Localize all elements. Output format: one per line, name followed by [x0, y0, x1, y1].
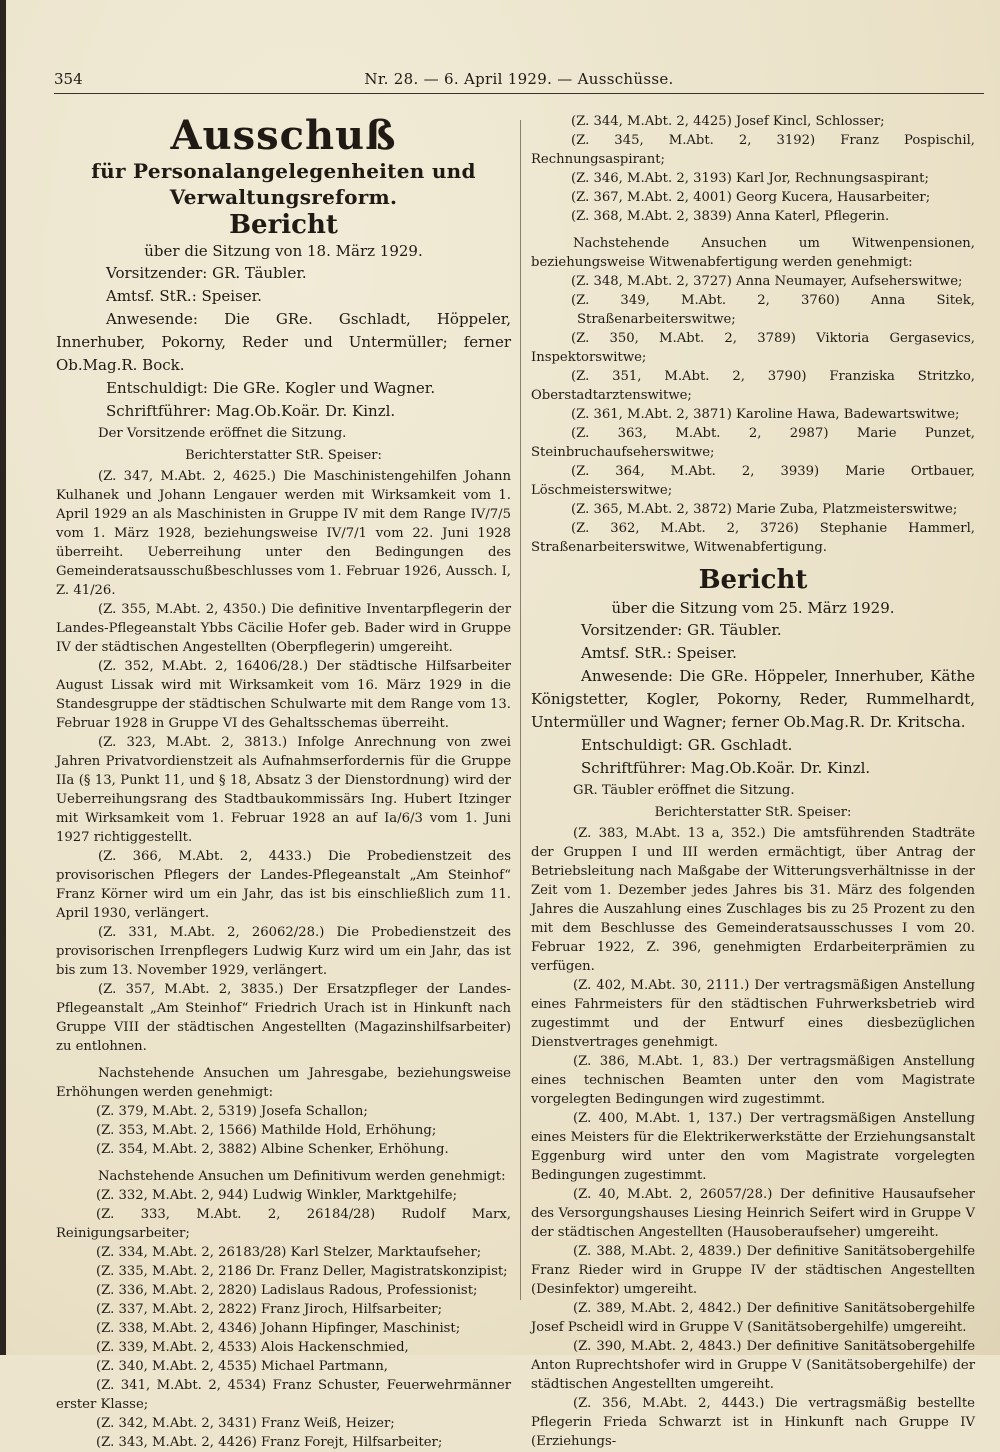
list-item: (Z. 379, M.Abt. 2, 5319) Josefa Schallon; — [96, 1104, 368, 1119]
resolution-paragraph: (Z. 388, M.Abt. 2, 4839.) Der definitive Sanitätsobergehilfe Franz Rieder wird in Gruppe IV der städtischen Angestellten (Desinfektor) umgereiht. — [531, 1244, 975, 1297]
resolution-paragraph: (Z. 347, M.Abt. 2, 4625.) Die Maschinistengehilfen Johann Kulhanek und Johann Lengauer werden mit Wirksamkeit vom 1. April 1929 an als Maschinisten in Gruppe IV mit dem Range IV/7/5 vom 1. März 1928, beziehungsweise IV/7/1 vom 22. Juni 1928 überreiht. Ueberreihung unter den Bedingungen des Gemeinderatsausschußbeschlusses vom 1. Februar 1926, Aussch. I, Z. 41/26. — [56, 469, 511, 598]
header-rule — [54, 93, 984, 94]
excused: Entschuldigt: Die GRe. Kogler und Wagner. — [106, 379, 436, 397]
list-item: (Z. 365, M.Abt. 2, 3872) Marie Zuba, Platzmeisterswitwe; — [571, 502, 958, 517]
reporter-line-2: Berichterstatter StR. Speiser: — [654, 805, 852, 820]
list-item: (Z. 337, M.Abt. 2, 2822) Franz Jiroch, Hilfsarbeiter; — [96, 1302, 443, 1317]
resolution-paragraph: (Z. 355, M.Abt. 2, 4350.) Die definitive Inventarpflegerin der Landes-Pflegeanstalt Ybbs Cäcilie Hofer geb. Bader wird in Gruppe IV der städtischen Angestellten (Oberpflegerin) umgereiht. — [56, 602, 511, 655]
page-header — [54, 68, 984, 92]
list-item: (Z. 338, M.Abt. 2, 4346) Johann Hipfinger, Maschinist; — [96, 1321, 461, 1336]
list-item: (Z. 354, M.Abt. 2, 3882) Albine Schenker, Erhöhung. — [96, 1142, 449, 1157]
attendees-2: Anwesende: Die GRe. Höppeler, Innerhuber, Käthe Königstetter, Kogler, Pokorny, Reder, Rummelhardt, Untermüller und Wagner; ferner Ob.Mag.R. Dr. Kritscha. — [531, 667, 975, 731]
committee-subtitle: für Personalangelegenheiten und Verwaltungsreform. — [91, 159, 476, 209]
witwen-intro: Nachstehende Ansuchen um Witwenpensionen, beziehungsweise Witwenabfertigung werden genehmigt: — [531, 236, 975, 270]
resolution-paragraph: (Z. 389, M.Abt. 2, 4842.) Der definitive Sanitätsobergehilfe Josef Pscheidl wird in Gruppe V (Sanitätsobergehilfe) umgereiht. — [531, 1301, 975, 1335]
session-date-2: über die Sitzung vom 25. März 1929. — [611, 599, 895, 617]
left-column — [56, 112, 511, 1452]
list-item: (Z. 363, M.Abt. 2, 2987) Marie Punzet, Steinbruchaufseherswitwe; — [531, 426, 975, 460]
secretary: Schriftführer: Mag.Ob.Koär. Dr. Kinzl. — [106, 402, 396, 420]
list-item: (Z. 332, M.Abt. 2, 944) Ludwig Winkler, Marktgehilfe; — [96, 1188, 458, 1203]
official: Amtsf. StR.: Speiser. — [106, 287, 262, 305]
chairman: Vorsitzender: GR. Täubler. — [106, 264, 307, 282]
resolution-paragraph: (Z. 400, M.Abt. 1, 137.) Der vertragsmäßigen Anstellung eines Meisters für die Elektrikerwerkstätte der Erziehungsanstalt Eggenburg wird unter den vom Magistrate vorgelegten Bedingungen zugestimmt. — [531, 1111, 975, 1183]
list-item: (Z. 342, M.Abt. 2, 3431) Franz Weiß, Heizer; — [96, 1416, 395, 1431]
list-item: (Z. 346, M.Abt. 2, 3193) Karl Jor, Rechnungsaspirant; — [571, 171, 929, 186]
session-date: über die Sitzung von 18. März 1929. — [144, 242, 423, 260]
resolution-paragraph: (Z. 357, M.Abt. 2, 3835.) Der Ersatzpfleger der Landes-Pflegeanstalt „Am Steinhof“ Friedrich Urach ist in Hinkunft nach Gruppe VIII der städtischen Angestellten (Magazinshilfsarbeiter) zu entlohnen. — [56, 982, 511, 1054]
resolution-paragraph: (Z. 323, M.Abt. 2, 3813.) Infolge Anrechnung von zwei Jahren Privatvordienstzeit als Aufnahmserfordernis für die Gruppe IIa (§ 13, Punkt 11, und § 18, Absatz 3 der Dienstordnung) wird der Ueberreihungsrang des Stadtbaukommissärs Ing. Hubert Itzinger mit Wirksamkeit vom 1. Februar 1928 an auf Ia/6/3 vom 1. Juni 1927 richtiggestellt. — [56, 735, 511, 845]
official-2: Amtsf. StR.: Speiser. — [581, 644, 737, 662]
opening-note-2: GR. Täubler eröffnet die Sitzung. — [573, 783, 795, 798]
list-item: (Z. 333, M.Abt. 2, 26184/28) Rudolf Marx, Reinigungsarbeiter; — [56, 1207, 511, 1241]
list-item: (Z. 367, M.Abt. 2, 4001) Georg Kucera, Hausarbeiter; — [571, 190, 931, 205]
list-item: (Z. 336, M.Abt. 2, 2820) Ladislaus Radous, Professionist; — [96, 1283, 478, 1298]
list-item: (Z. 334, M.Abt. 2, 26183/28) Karl Stelzer, Marktaufseher; — [96, 1245, 482, 1260]
jahresgabe-intro: Nachstehende Ansuchen um Jahresgabe, beziehungsweise Erhöhungen werden genehmigt: — [56, 1066, 511, 1100]
running-title: Nr. 28. — 6. April 1929. — Ausschüsse. — [364, 70, 674, 88]
secretary-2: Schriftführer: Mag.Ob.Koär. Dr. Kinzl. — [581, 759, 871, 777]
list-item: (Z. 344, M.Abt. 2, 4425) Josef Kincl, Schlosser; — [571, 114, 885, 129]
committee-title: Ausschuß — [170, 112, 397, 159]
resolution-paragraph: (Z. 390, M.Abt. 2, 4843.) Der definitive Sanitätsobergehilfe Anton Ruprechtshofer wird in Gruppe V (Sanitätsobergehilfe) der städtischen Angestellten umgereiht. — [531, 1339, 975, 1392]
resolution-paragraph: (Z. 352, M.Abt. 2, 16406/28.) Der städtische Hilfsarbeiter August Lissak wird mit Wirksamkeit vom 16. März 1929 in die Standesgruppe der städtischen Schulwarte mit dem Range vom 13. Februar 1928 in Gruppe VI des Gehaltsschemas überreiht. — [56, 659, 511, 731]
list-item: (Z. 345, M.Abt. 2, 3192) Franz Pospischil, Rechnungsaspirant; — [531, 133, 975, 167]
list-item: (Z. 350, M.Abt. 2, 3789) Viktoria Gergasevics, Inspektorswitwe; — [531, 331, 975, 365]
opening-note: Der Vorsitzende eröffnet die Sitzung. — [98, 426, 347, 441]
list-item: (Z. 340, M.Abt. 2, 4535) Michael Partmann, — [96, 1359, 388, 1374]
resolution-paragraph: (Z. 402, M.Abt. 30, 2111.) Der vertragsmäßigen Anstellung eines Fahrmeisters für den städtischen Fuhrwerksbetrieb wird zugestimmt und der Entwurf eines diesbezüglichen Dienstvertrages genehmigt. — [531, 978, 975, 1050]
right-column — [531, 112, 975, 1451]
definitivum-intro: Nachstehende Ansuchen um Definitivum werden genehmigt: — [98, 1169, 506, 1184]
list-item: (Z. 362, M.Abt. 2, 3726) Stephanie Hammerl, Straßenarbeiterswitwe, Witwenabfertigung. — [531, 521, 975, 555]
resolution-paragraph: (Z. 386, M.Abt. 1, 83.) Der vertragsmäßigen Anstellung eines technischen Beamten unter den vom Magistrate vorgelegten Bedingungen wird zugestimmt. — [531, 1054, 975, 1107]
page-number: 354 — [54, 70, 83, 88]
reporter-line: Berichterstatter StR. Speiser: — [185, 448, 382, 463]
list-item: (Z. 368, M.Abt. 2, 3839) Anna Katerl, Pflegerin. — [571, 209, 890, 224]
list-item: (Z. 348, M.Abt. 2, 3727) Anna Neumayer, Aufseherswitwe; — [571, 274, 963, 289]
list-item: (Z. 341, M.Abt. 2, 4534) Franz Schuster, Feuerwehrmänner erster Klasse; — [56, 1378, 511, 1412]
resolution-paragraph: (Z. 356, M.Abt. 2, 4443.) Die vertragsmäßig bestellte Pflegerin Frieda Schwarzt ist in Hinkunft nach Gruppe IV (Erziehungs- — [531, 1396, 975, 1449]
column-divider — [520, 120, 521, 1300]
list-item: (Z. 353, M.Abt. 2, 1566) Mathilde Hold, Erhöhung; — [96, 1123, 437, 1138]
report-heading-2: Bericht — [698, 565, 808, 595]
list-item: (Z. 343, M.Abt. 2, 4426) Franz Forejt, Hilfsarbeiter; — [96, 1435, 443, 1450]
resolution-paragraph: (Z. 40, M.Abt. 2, 26057/28.) Der definitive Hausaufseher des Versorgungshauses Liesing Heinrich Seifert wird in Gruppe V der städtischen Angestellten (Hausoberaufseher) umgereiht. — [531, 1187, 975, 1240]
list-item: (Z. 361, M.Abt. 2, 3871) Karoline Hawa, Badewartswitwe; — [571, 407, 960, 422]
list-item: (Z. 349, M.Abt. 2, 3760) Anna Sitek, Straßenarbeiterswitwe; — [571, 293, 975, 327]
resolution-paragraph: (Z. 331, M.Abt. 2, 26062/28.) Die Probedienstzeit des provisorischen Irrenpflegers Ludwig Kurz wird um ein Jahr, das ist bis zum 13. November 1929, verlängert. — [56, 925, 511, 978]
report-heading: Bericht — [229, 210, 338, 240]
attendees: Anwesende: Die GRe. Gschladt, Höppeler, Innerhuber, Pokorny, Reder und Untermüller; ferner Ob.Mag.R. Bock. — [56, 310, 511, 374]
list-item: (Z. 339, M.Abt. 2, 4533) Alois Hackenschmied, — [96, 1340, 409, 1355]
list-item: (Z. 351, M.Abt. 2, 3790) Franziska Stritzko, Oberstadtarztenswitwe; — [531, 369, 975, 403]
resolution-paragraph: (Z. 366, M.Abt. 2, 4433.) Die Probedienstzeit des provisorischen Pflegers der Landes-Pflegeanstalt „Am Steinhof“ Franz Körner wird um ein Jahr, das ist bis einschließlich zum 11. April 1930, verlängert. — [56, 849, 511, 921]
resolution-paragraph: (Z. 383, M.Abt. 13 a, 352.) Die amtsführenden Stadträte der Gruppen I und III werden ermächtigt, über Antrag der Betriebsleitung nach Maßgabe der Witterungsverhältnisse in der Zeit vom 1. Dezember jedes Jahres bis 31. März des folgenden Jahres die Auszahlung eines Zuschlages bis zu 25 Prozent zu den mit dem Beschlusse des Gemeinderatsausschusses I vom 20. Februar 1922, Z. 396, genehmigten Erdarbeiterprämien zu verfügen. — [531, 826, 975, 974]
list-item: (Z. 335, M.Abt. 2, 2186 Dr. Franz Deller, Magistratskonzipist; — [96, 1264, 508, 1279]
list-item: (Z. 364, M.Abt. 2, 3939) Marie Ortbauer, Löschmeisterswitwe; — [531, 464, 975, 498]
excused-2: Entschuldigt: GR. Gschladt. — [581, 736, 793, 754]
chairman-2: Vorsitzender: GR. Täubler. — [581, 621, 782, 639]
